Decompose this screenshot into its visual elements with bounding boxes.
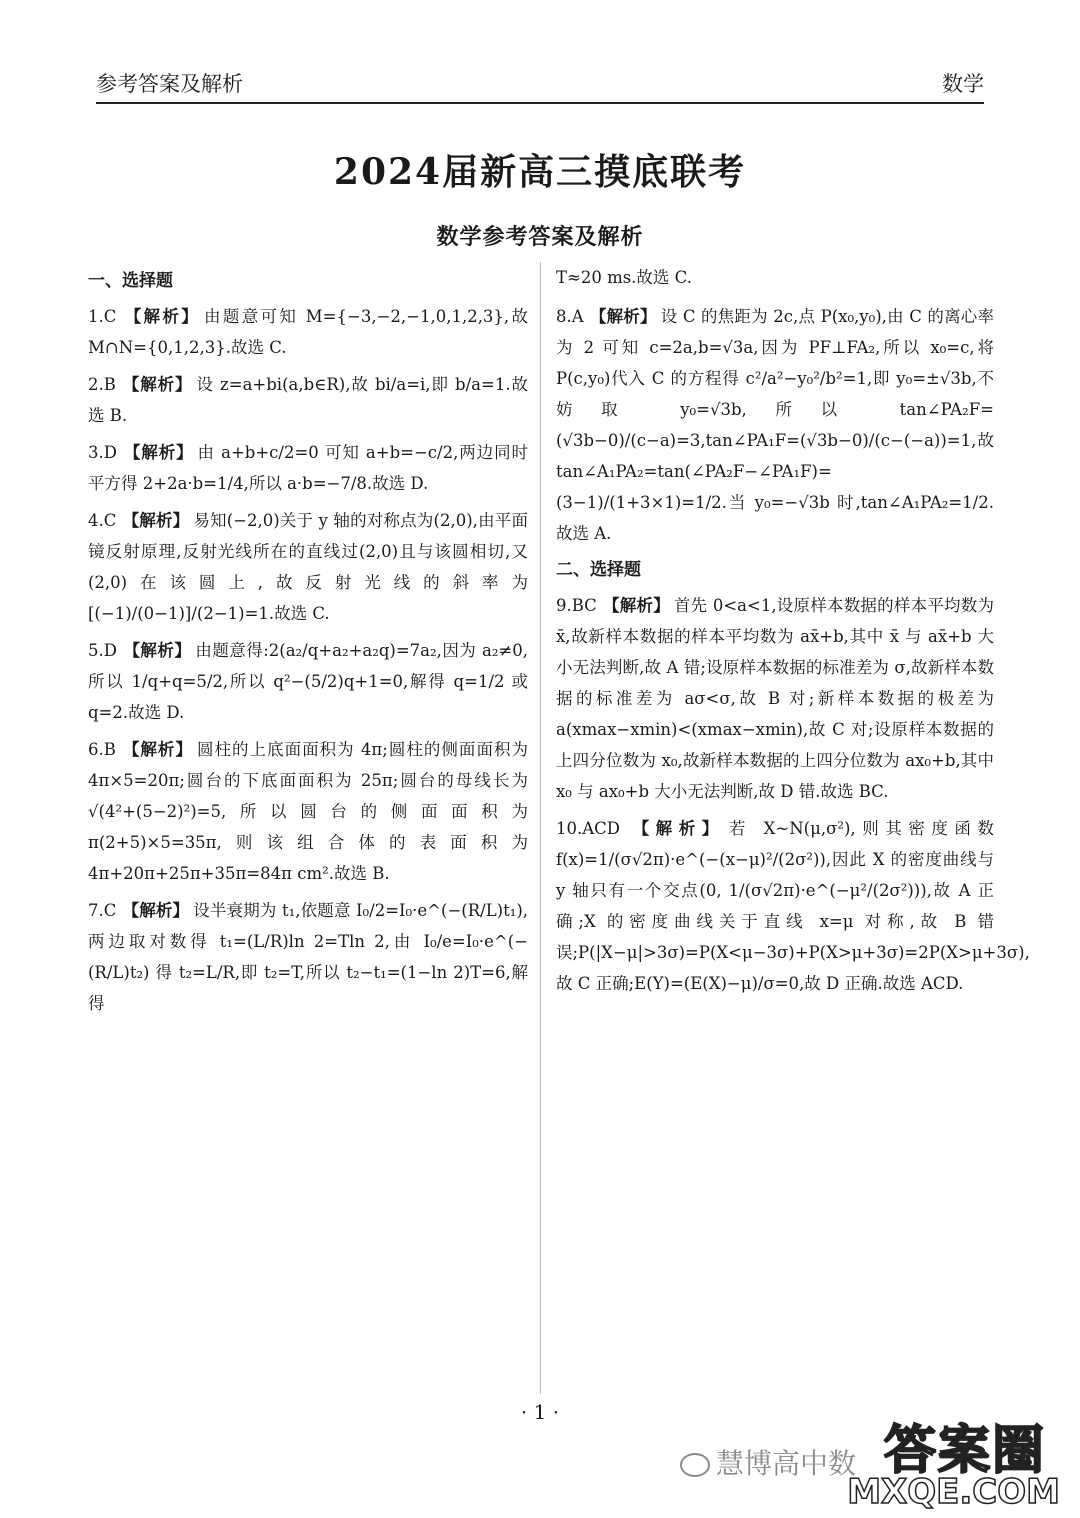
- question-number: 8.A: [556, 307, 584, 326]
- section-heading: 二、选择题: [556, 560, 641, 580]
- answer-text: 设 z=a+bi(a,b∈R),故 bi/a=i,即 b/a=1.故选 B.: [88, 375, 529, 425]
- answer-list: [556, 301, 994, 549]
- continued-text: T≈20 ms.故选 C.: [556, 268, 692, 287]
- header-left-text: 参考答案及解析: [96, 72, 243, 96]
- watermark-logo-text: 答案圈: [883, 1421, 1046, 1481]
- analysis-tag: 【解析】: [602, 596, 670, 615]
- analysis-tag: 【解析】: [122, 641, 192, 660]
- wechat-icon: [680, 1453, 710, 1477]
- left-column: [88, 262, 528, 1025]
- answer-text: 首先 0<a<1,设原样本数据的样本平均数为 x̄,故新样本数据的样本平均数为 ax̄+b,其中 x̄ 与 ax̄+b 大小无法判断,故 A 错;设原样本数据的标准差为 σ,故新样本数据的标准差为 aσ<σ,故 B 对;新样本数据的极差为 a(xmax−xmin)<(xmax−xmin),故 C 对;设原样本数据的上四分位数为 x₀,故新样本数据的上四分位数为 ax₀+b,其中 x₀ 与 ax₀+b 大小无法判断,故 D 错.故选 BC.: [556, 596, 994, 801]
- question-number: 2.B: [88, 375, 116, 394]
- answer-text: 若 X~N(μ,σ²),则其密度函数 f(x)=1/(σ√2π)·e^(−(x−μ)²/(2σ²)),因此 X 的密度曲线与 y 轴只有一个交点(0, 1/(σ√2π)·e^(−μ²/(2σ²))),故 A 正确;X 的密度曲线关于直线 x=μ 对称,故 B 错误;P(|X−μ|>3σ)=P(X<μ−3σ)+P(X>μ+3σ)=2P(X>μ+3σ),故 C 正确;E(Y)=(E(X)−μ)/σ=0,故 D 正确.故选 ACD.: [556, 819, 1030, 993]
- question-number: 7.C: [88, 901, 117, 920]
- answer-item: [88, 734, 528, 889]
- analysis-tag: 【解析】: [121, 375, 193, 394]
- question-number: 5.D: [88, 641, 117, 660]
- question-number: 4.C: [88, 511, 117, 530]
- analysis-tag: 【解析】: [122, 443, 194, 462]
- watermark-account-name: 慧博高中数: [716, 1447, 857, 1480]
- watermark: [680, 1408, 1060, 1512]
- answer-text: 由 a+b+c/2=0 可知 a+b=−c/2,两边同时平方得 2+2a·b=1/4,所以 a·b=−7/8.故选 D.: [88, 443, 528, 493]
- section-heading: 一、选择题: [88, 271, 173, 291]
- analysis-tag: 【解析】: [589, 307, 657, 326]
- answer-item: [88, 635, 528, 728]
- answer-item: [556, 813, 1030, 999]
- analysis-tag: 【解析】: [122, 511, 190, 530]
- analysis-tag: 【解析】: [122, 307, 201, 326]
- question-number: 10.ACD: [556, 819, 621, 838]
- page-subtitle: 数学参考答案及解析: [436, 224, 644, 250]
- answer-item: [88, 437, 528, 499]
- answer-text: 由题意得:2(a₂/q+a₂+a₂q)=7a₂,因为 a₂≠0,所以 1/q+q=5/2,所以 q²−(5/2)q+1=0,解得 q=1/2 或 q=2.故选 D.: [88, 641, 529, 722]
- page-title: 2024届新高三摸底联考: [333, 151, 747, 193]
- page-header: [96, 62, 984, 104]
- column-divider: [540, 262, 541, 1394]
- answer-item: [88, 895, 528, 1019]
- answer-list: [88, 301, 528, 1019]
- analysis-tag: 【解析】: [626, 819, 725, 838]
- analysis-tag: 【解析】: [122, 901, 190, 920]
- question-number: 6.B: [88, 740, 116, 759]
- answer-item: [88, 505, 528, 629]
- header-subject: 数学: [942, 72, 984, 96]
- answer-item: [88, 369, 528, 431]
- answer-item: [556, 590, 994, 807]
- answer-list: [556, 590, 1030, 999]
- page-number: · 1 ·: [520, 1400, 560, 1424]
- question-number: 9.BC: [556, 596, 597, 615]
- answer-text: 设 C 的焦距为 2c,点 P(x₀,y₀),由 C 的离心率为 2 可知 c=2a,b=√3a,因为 PF⊥FA₂,所以 x₀=c,将 P(c,y₀)代入 C 的方程得 c²/a²−y₀²/b²=1,即 y₀=±√3b,不妨取 y₀=√3b,所以 tan∠PA₂F=(√3b−0)/(c−a)=3,tan∠PA₁F=(√3b−0)/(c−(−a))=1,故 tan∠A₁PA₂=tan(∠PA₂F−∠PA₁F)=(3−1)/(1+3×1)=1/2.当 y₀=−√3b 时,tan∠A₁PA₂=1/2.故选 A.: [556, 307, 994, 543]
- answer-text: 圆柱的上底面面积为 4π;圆柱的侧面面积为 4π×5=20π;圆台的下底面面积为 25π;圆台的母线长为 √(4²+(5−2)²)=5,所以圆台的侧面面积为 π(2+5)×5=35π,则该组合体的表面积为 4π+20π+25π+35π=84π cm².故选 B.: [88, 740, 528, 883]
- answer-item: [88, 301, 528, 363]
- question-number: 3.D: [88, 443, 117, 462]
- watermark-account: [680, 1442, 856, 1482]
- watermark-url: MXQE.COM: [847, 1472, 1060, 1512]
- answer-text: 设半衰期为 t₁,依题意 I₀/2=I₀·e^(−(R/L)t₁),两边取对数得 t₁=(L/R)ln 2=Tln 2,由 I₀/e=I₀·e^(−(R/L)t₂) 得 t₂=L/R,即 t₂=T,所以 t₂−t₁=(1−ln 2)T=6,解得: [88, 901, 529, 1013]
- question-number: 1.C: [88, 307, 117, 326]
- answer-text: 易知(−2,0)关于 y 轴的对称点为(2,0),由平面镜反射原理,反射光线所在的直线过(2,0)且与该圆相切,又(2,0)在该圆上,故反射光线的斜率为 [(−1)/(0−1)]/(2−1)=1.故选 C.: [88, 511, 528, 623]
- answer-item: [556, 301, 994, 549]
- analysis-tag: 【解析】: [121, 740, 193, 759]
- answer-text: 由题意可知 M={−3,−2,−1,0,1,2,3},故 M∩N={0,1,2,3}.故选 C.: [88, 307, 529, 357]
- right-column: [556, 262, 1030, 1005]
